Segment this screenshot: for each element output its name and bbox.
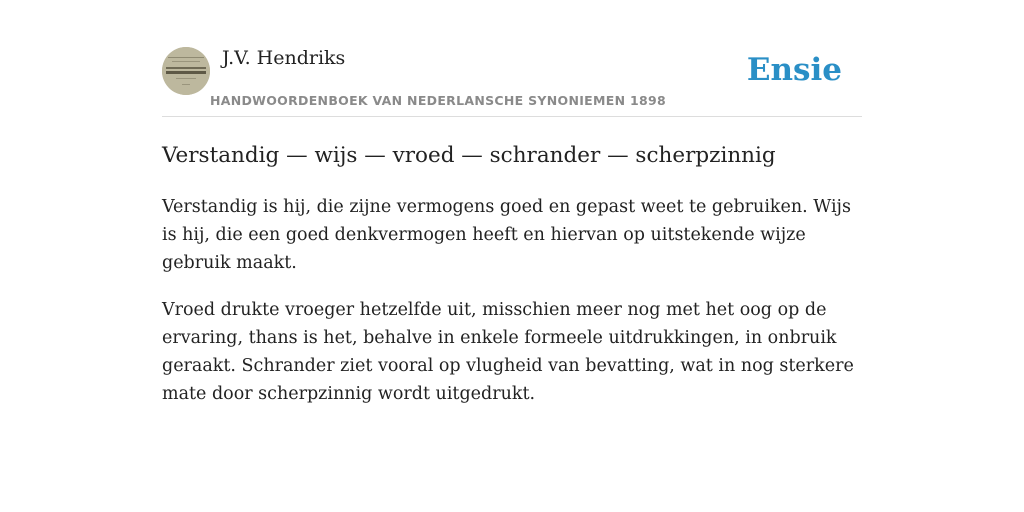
entry-paragraph: Verstandig is hij, die zijne vermogens goed en gepast weet te gebruiken. Wijs is hij, die een goed denkvermogen heeft en hiervan op uitstekende wijze gebruik maakt. <box>162 197 851 273</box>
brand-logo[interactable]: Ensie <box>746 52 842 88</box>
entry-paragraph: Vroed drukte vroeger hetzelfde uit, misschien meer nog met het oog op de ervaring, thans is het, behalve in enkele formeele uitdrukkingen, in onbruik geraakt. Schrander ziet vooral op vlugheid van bevatting, wat in nog sterkere mate door scherpzinnig wordt uitgedrukt. <box>162 300 854 404</box>
entry-title: Verstandig — wijs — vroed — schrander — scherpzinnig <box>162 143 776 168</box>
entry-header <box>162 44 862 117</box>
book-cover-icon[interactable] <box>162 47 210 95</box>
source-book-title[interactable]: HANDWOORDENBOEK VAN NEDERLANSCHE SYNONIEMEN 1898 <box>210 93 667 108</box>
entry-card <box>162 44 862 408</box>
author-name[interactable]: J.V. Hendriks <box>222 47 346 69</box>
